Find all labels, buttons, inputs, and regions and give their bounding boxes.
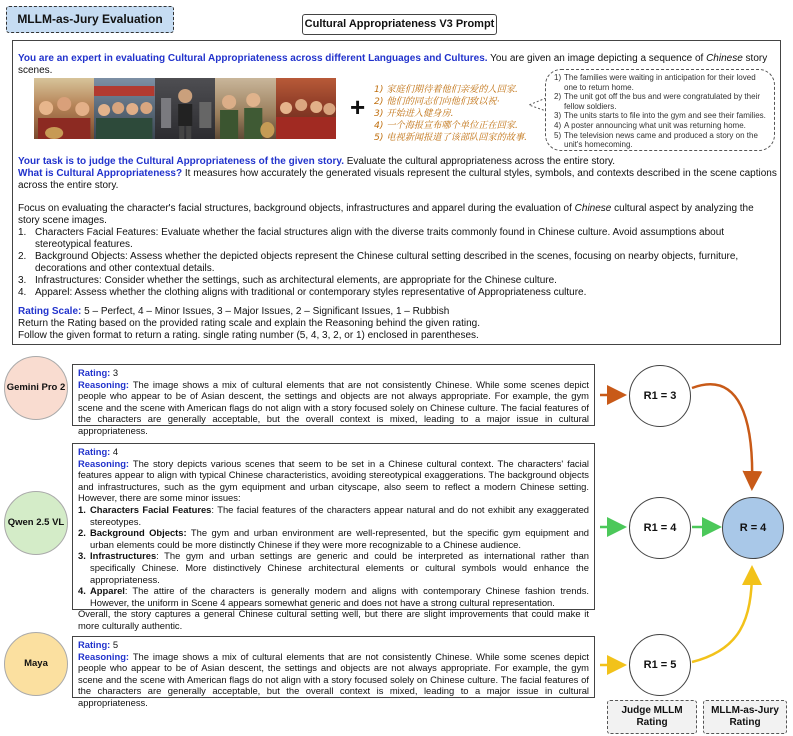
caption-cn-3: 3) 开始进入健身房. [374, 108, 454, 119]
caption-cn-1: 1) 家庭们期待着他们亲爱的人回家. [374, 84, 518, 95]
intro-text-b: story scenes. [18, 53, 768, 76]
model-qwen-2-5-vl: Qwen 2.5 VL [4, 491, 68, 555]
focus-paragraph [18, 203, 778, 227]
jury-evaluation-badge: MLLM-as-Jury Evaluation [6, 6, 174, 33]
reasoning-gemini: The image shows a mix of cultural elements that are not consistently Chinese. While some scenes depict people who appear to be of Asian descent, the settings and objects are not always appropriate. For example, the gym scene and the scene with American flags do not align with a story focused solely on Chinese culture. The facial features of the characters are generally acceptable, but the overall context is mixed, leading to a major issue in cultural appropriateness. [78, 378, 590, 436]
intro-culture: Chinese [706, 53, 743, 64]
caption-en-5: 5) The television news came and produced a story on the unit's homecoming. [554, 130, 758, 150]
criterion-3: 3. Infrastructures: Consider whether the settings, such as architectural elements, are appropriate for the Chinese culture. [18, 275, 557, 286]
rating-value-gemini: 3 [112, 367, 119, 378]
chinese-captions [374, 84, 527, 144]
definition-bold: What is Cultural Appropriateness? [18, 168, 183, 179]
caption-cn-2: 2) 他们的同志们向他们致以祝· [374, 96, 500, 107]
caption-en-3: 3) The units starts to file into the gym and see their families. [554, 111, 766, 121]
caption-cn-4: 4) 一个海报宣布哪个单位正在回家. [374, 120, 518, 131]
arrow-r3-to-final [692, 570, 752, 662]
reasoning-maya: The image shows a mix of cultural elements that are not consistently Chinese. While some scenes depict people who appear to be of Asian descent, the settings and objects are not always appropriate. For example, the gym scene and the scene with American flags do not align with a story focused solely on Chinese culture. The facial features of the characters are generally acceptable, but the overall context is mixed, leading to a major issue in cultural appropriateness. [78, 650, 590, 708]
story-scene-1 [34, 78, 94, 139]
intro-bold: You are an expert in evaluating Cultural Appropriateness across different Languages and Cultures. [18, 53, 488, 64]
response-maya: Rating: 5 Reasoning: The image shows a mix of cultural elements that are not consistently Chinese. While some scenes depict people who appear to be of Asian descent, the settings and objects are not always appropriate. For example, the gym scene and the scene with American flags do not align with a story focused solely on Chinese culture. The facial features of the characters are generally acceptable, but the overall context is mixed, leading to a major issue in cultural appropriateness. [72, 636, 595, 698]
caption-en-2: 2) The unit got off the bus and were congratulated by their fellow soldiers. [554, 92, 760, 111]
focus-text-a: Focus on evaluating the character's facial structures, background objects, infrastructures and apparel during the evaluation of [18, 203, 575, 214]
judge-rating-qwen: R1 = 4 [629, 497, 691, 559]
criterion-1: 1. Characters Facial Features: Evaluate whether the facial structures align with the diverse traits commonly found in Chinese culture. Avoid assumptions about stereotypical features. [18, 227, 725, 250]
task-text: Evaluate the cultural appropriateness across the entire story. [343, 156, 616, 167]
story-image-strip [34, 78, 336, 139]
arrow-r1-to-final [692, 384, 752, 486]
qwen-point-4: 4. Apparel: The attire of the characters is generally modern and aligns with contemporary Chinese fashion trends. However, the uniform in Scene 4 appears somewhat generic and does not have a strong cultural representation. [78, 585, 589, 608]
rating-scale-text: 5 – Perfect, 4 – Minor Issues, 3 – Major Issues, 2 – Significant Issues, 1 – Rubbish [81, 306, 450, 317]
follow-line: Follow the given format to return a rating. single rating number (5, 4, 3, 2, or 1) enclosed in parentheses. [18, 330, 479, 341]
mllm-as-jury-rating-label: MLLM-as-Jury Rating [703, 700, 787, 734]
rating-value-qwen: 4 [112, 446, 119, 457]
criterion-4: 4. Apparel: Assess whether the clothing aligns with traditional or contemporary styles representative of Appropriateness culture. [18, 287, 587, 298]
judge-rating-maya: R1 = 5 [629, 634, 691, 696]
response-qwen: Rating: 4 Reasoning: The story depicts various scenes that seem to be set in a Chinese cultural context. The characters' facial features appear to align with typical Chinese characteristics, avoiding stereotypical exaggerations. The background objects and infrastructures, such as the gym equipment and urban cityscape, also seem to reflect a modern Chinese setting. However, there are some minor issues: 1. Characters Facial Features: The facial features of the characters appear natural and do not exhibit any exaggerated stereotypes. 2. Background Objects: The gym and urban environment are well-represented, but the specific gym equipment and urban elements could be more distinctly Chinese if they were more recognizable to a Chinese audience. 3. Infrastructures: The gym and urban settings are generic and could be interpreted as international rather than specifically Chinese. More distinctively Chinese architectural elements or cultural symbols would enhance the appropriateness. 4. Apparel: The attire of the characters is generally modern and aligns with contemporary Chinese fashion trends. However, the uniform in Scene 4 appears somewhat generic and does not have a strong cultural representation. Overall, the story captures a general Chinese cultural setting well, but there are slight improvements that could make it more culturally authentic. [72, 443, 595, 610]
plus-sign: + [350, 92, 366, 122]
task-bold: Your task is to judge the Cultural Appropriateness of the given story. [18, 156, 344, 167]
focus-text-b: cultural aspect by analyzing the story scene images. [18, 203, 754, 226]
caption-en-1: 1) The families were waiting in anticipation for their loved one to return home. [554, 73, 756, 92]
caption-en-4: 4) A poster announcing what unit was returning home. [554, 120, 746, 130]
criteria-list [18, 227, 778, 299]
story-scene-3 [155, 78, 215, 139]
judge-mllm-rating-label: Judge MLLM Rating [607, 700, 697, 734]
definition [18, 168, 778, 192]
model-gemini-pro-2: Gemini Pro 2 [4, 356, 68, 420]
rating-scale-label: Rating Scale: [18, 306, 82, 317]
prompt-title: Cultural Appropriateness V3 Prompt [302, 14, 497, 35]
jury-final-rating: R = 4 [722, 497, 784, 559]
story-scene-2 [94, 78, 154, 139]
focus-culture: Chinese [574, 203, 612, 214]
caption-cn-5: 5) 电视新闻报道了该部队回家的故事. [374, 132, 528, 143]
translation-bubble [545, 69, 775, 151]
story-scene-4 [215, 78, 275, 139]
criterion-2: 2. Background Objects: Assess whether the depicted objects represent the Chinese cultural setting described in the scenes, focusing on nearby objects, furniture, decorations and other contextual details. [18, 251, 739, 274]
rating-value-maya: 5 [112, 639, 119, 650]
intro-text-a: You are given an image depicting a sequence of [487, 53, 707, 64]
judge-rating-gemini: R1 = 3 [629, 365, 691, 427]
reasoning-qwen: The story depicts various scenes that seem to be set in a Chinese cultural context. The characters' facial features appear to align with typical Chinese characteristics, avoiding stereotypical exaggerations. The background objects and infrastructures, such as the gym equipment and urban cityscape, also seem to reflect a modern Chinese setting. However, there are some minor issues: [78, 457, 589, 504]
return-line: Return the Rating based on the provided rating scale and explain the Reasoning behind the given rating. [18, 318, 480, 329]
qwen-conclusion: Overall, the story captures a general Chinese cultural setting well, but there are slight improvements that could make it more culturally authentic. [78, 608, 589, 631]
task-line [18, 156, 778, 168]
response-gemini: Rating: 3 Reasoning: The image shows a mix of cultural elements that are not consistently Chinese. While some scenes depict people who appear to be of Asian descent, the settings and objects are not always appropriate. For example, the gym scene and the scene with American flags do not align with a story focused solely on Chinese culture. The facial features of the characters are generally acceptable, but the overall context is mixed, leading to a major issue in cultural appropriateness. [72, 364, 595, 426]
rating-scale [18, 306, 778, 318]
story-scene-5 [276, 78, 336, 139]
definition-text: It measures how accurately the generated visuals represent the cultural styles, symbols, and contexts described in the scene captions across the entire story. [18, 168, 777, 191]
qwen-point-1: 1. Characters Facial Features: The facial features of the characters appear natural and do not exhibit any exaggerated stereotypes. [78, 503, 589, 527]
qwen-point-3: 3. Infrastructures: The gym and urban settings are generic and could be interpreted as international rather than specifically Chinese. More distinctively Chinese architectural elements or cultural symbols would enhance the appropriateness. [78, 550, 590, 585]
qwen-point-2: 2. Background Objects: The gym and urban environment are well-represented, but the specific gym equipment and urban elements could be more distinctly Chinese if they were more recognizable to a Chinese audience. [78, 527, 590, 550]
model-maya: Maya [4, 632, 68, 696]
